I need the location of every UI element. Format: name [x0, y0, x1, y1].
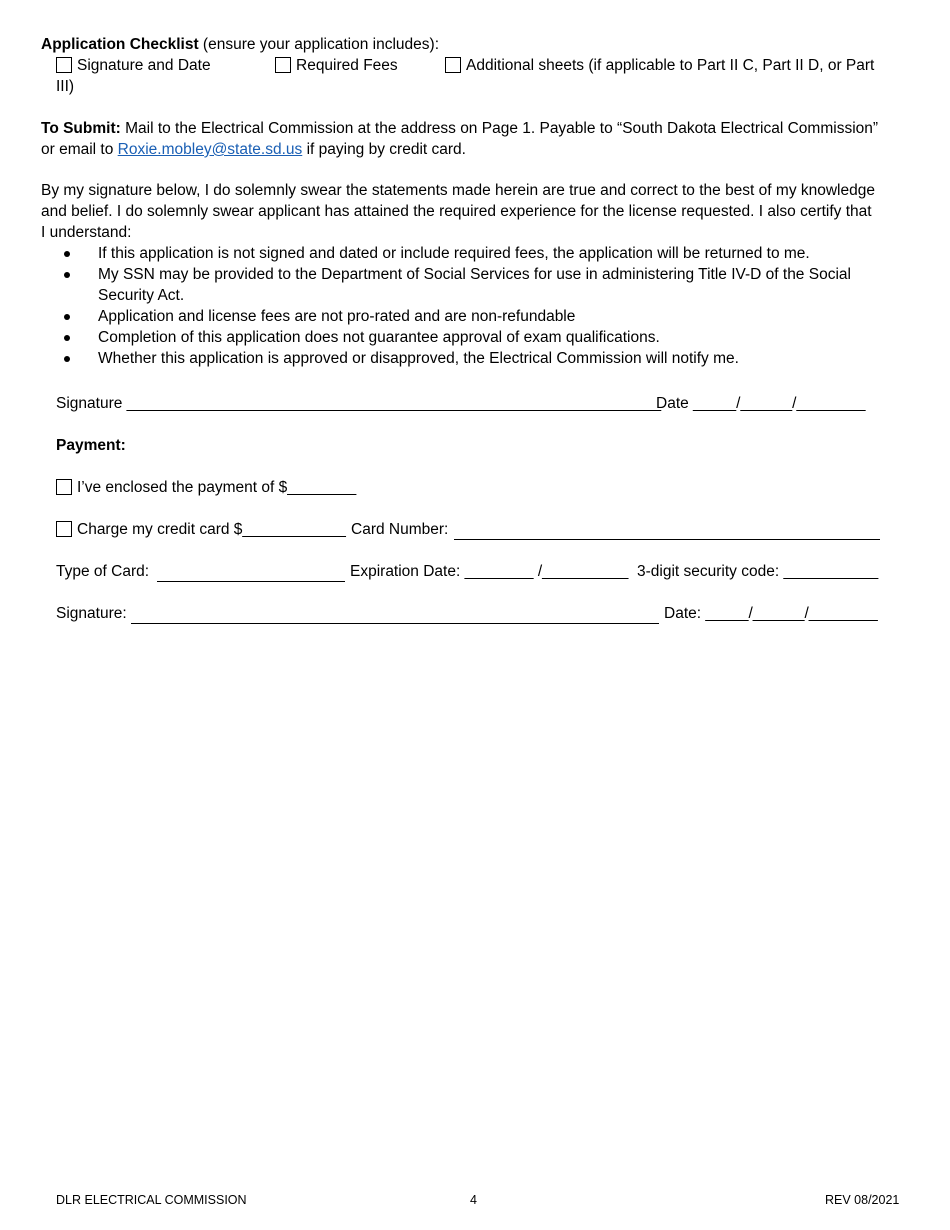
expiration-date-field[interactable]: Expiration Date: ________ /__________ [350, 563, 629, 580]
required-fees-checkbox[interactable] [275, 57, 291, 73]
oath-line-2: and belief. I do solemnly swear applicant has attained the required experience for the license requested. I also certify that [41, 203, 872, 220]
bullet-item: My SSN may be provided to the Department of Social Services for use in administering Title IV-D of the Social Security Act. [41, 264, 911, 306]
date-field[interactable]: Date _____/______/________ [656, 395, 866, 412]
oath-bullet-list [41, 243, 911, 369]
submit-text: if paying by credit card. [302, 141, 466, 158]
checklist-heading: Application Checklist [41, 36, 199, 53]
footer-left: DLR ELECTRICAL COMMISSION [56, 1193, 247, 1207]
checklist-item-signature[interactable] [56, 55, 211, 76]
oath-line-1: By my signature below, I do solemnly swear the statements made herein are true and correct to the best of my knowledge [41, 182, 875, 199]
payment-date-field[interactable]: Date: _____/______/________ [664, 605, 878, 622]
card-type-input[interactable] [157, 564, 345, 582]
bullet-item: Completion of this application does not guarantee approval of exam qualifications. [41, 327, 911, 348]
charge-card-label: Charge my credit card $____________ [77, 521, 346, 538]
card-number-input[interactable] [454, 522, 880, 540]
checklist-item-fees[interactable] [275, 55, 398, 76]
charge-card-checkbox[interactable] [56, 521, 72, 537]
card-type-label: Type of Card: [56, 563, 150, 580]
checklist-item-label: Additional sheets (if applicable to Part II C, Part II D, or Part [466, 57, 875, 74]
checklist-item-additional[interactable] [445, 55, 874, 76]
checklist-subheading: (ensure your application includes): [198, 36, 440, 53]
checklist-item-label: Required Fees [296, 57, 398, 74]
bullet-item: Whether this application is approved or disapproved, the Electrical Commission will notify me. [41, 348, 911, 369]
payment-heading: Payment: [56, 437, 126, 454]
signature-field[interactable]: Signature ______________________________________________________________ [56, 395, 662, 412]
payment-enclosed-checkbox[interactable] [56, 479, 72, 495]
submit-label: To Submit: [41, 120, 121, 137]
payment-enclosed-row[interactable] [56, 477, 356, 498]
card-number-label: Card Number: [351, 521, 449, 538]
signature-date-checkbox[interactable] [56, 57, 72, 73]
checklist-wrap-text: III) [56, 78, 75, 95]
submit-text: Mail to the Electrical Commission at the address on Page 1. Payable to “South Dakota Electrical Commission” [120, 120, 879, 137]
security-code-field[interactable]: 3-digit security code: ___________ [637, 563, 879, 580]
payment-signature-input[interactable] [131, 606, 659, 624]
submit-text: or email to [41, 141, 118, 158]
payment-signature-label: Signature: [56, 605, 127, 622]
additional-sheets-checkbox[interactable] [445, 57, 461, 73]
charge-card-row[interactable] [56, 519, 346, 540]
oath-line-3: I understand: [41, 224, 132, 241]
submit-line-2 [41, 139, 466, 160]
bullet-item: Application and license fees are not pro-rated and are non-refundable [41, 306, 911, 327]
footer-right: REV 08/2021 [825, 1193, 900, 1207]
bullet-item: If this application is not signed and dated or include required fees, the application will be returned to me. [41, 243, 911, 264]
checklist-item-label: Signature and Date [77, 57, 211, 74]
checklist-title [41, 34, 439, 55]
submit-line-1 [41, 118, 878, 139]
payment-enclosed-label: I’ve enclosed the payment of $________ [77, 479, 357, 496]
email-link[interactable]: Roxie.mobley@state.sd.us [117, 141, 303, 158]
footer-page-number: 4 [470, 1193, 477, 1207]
